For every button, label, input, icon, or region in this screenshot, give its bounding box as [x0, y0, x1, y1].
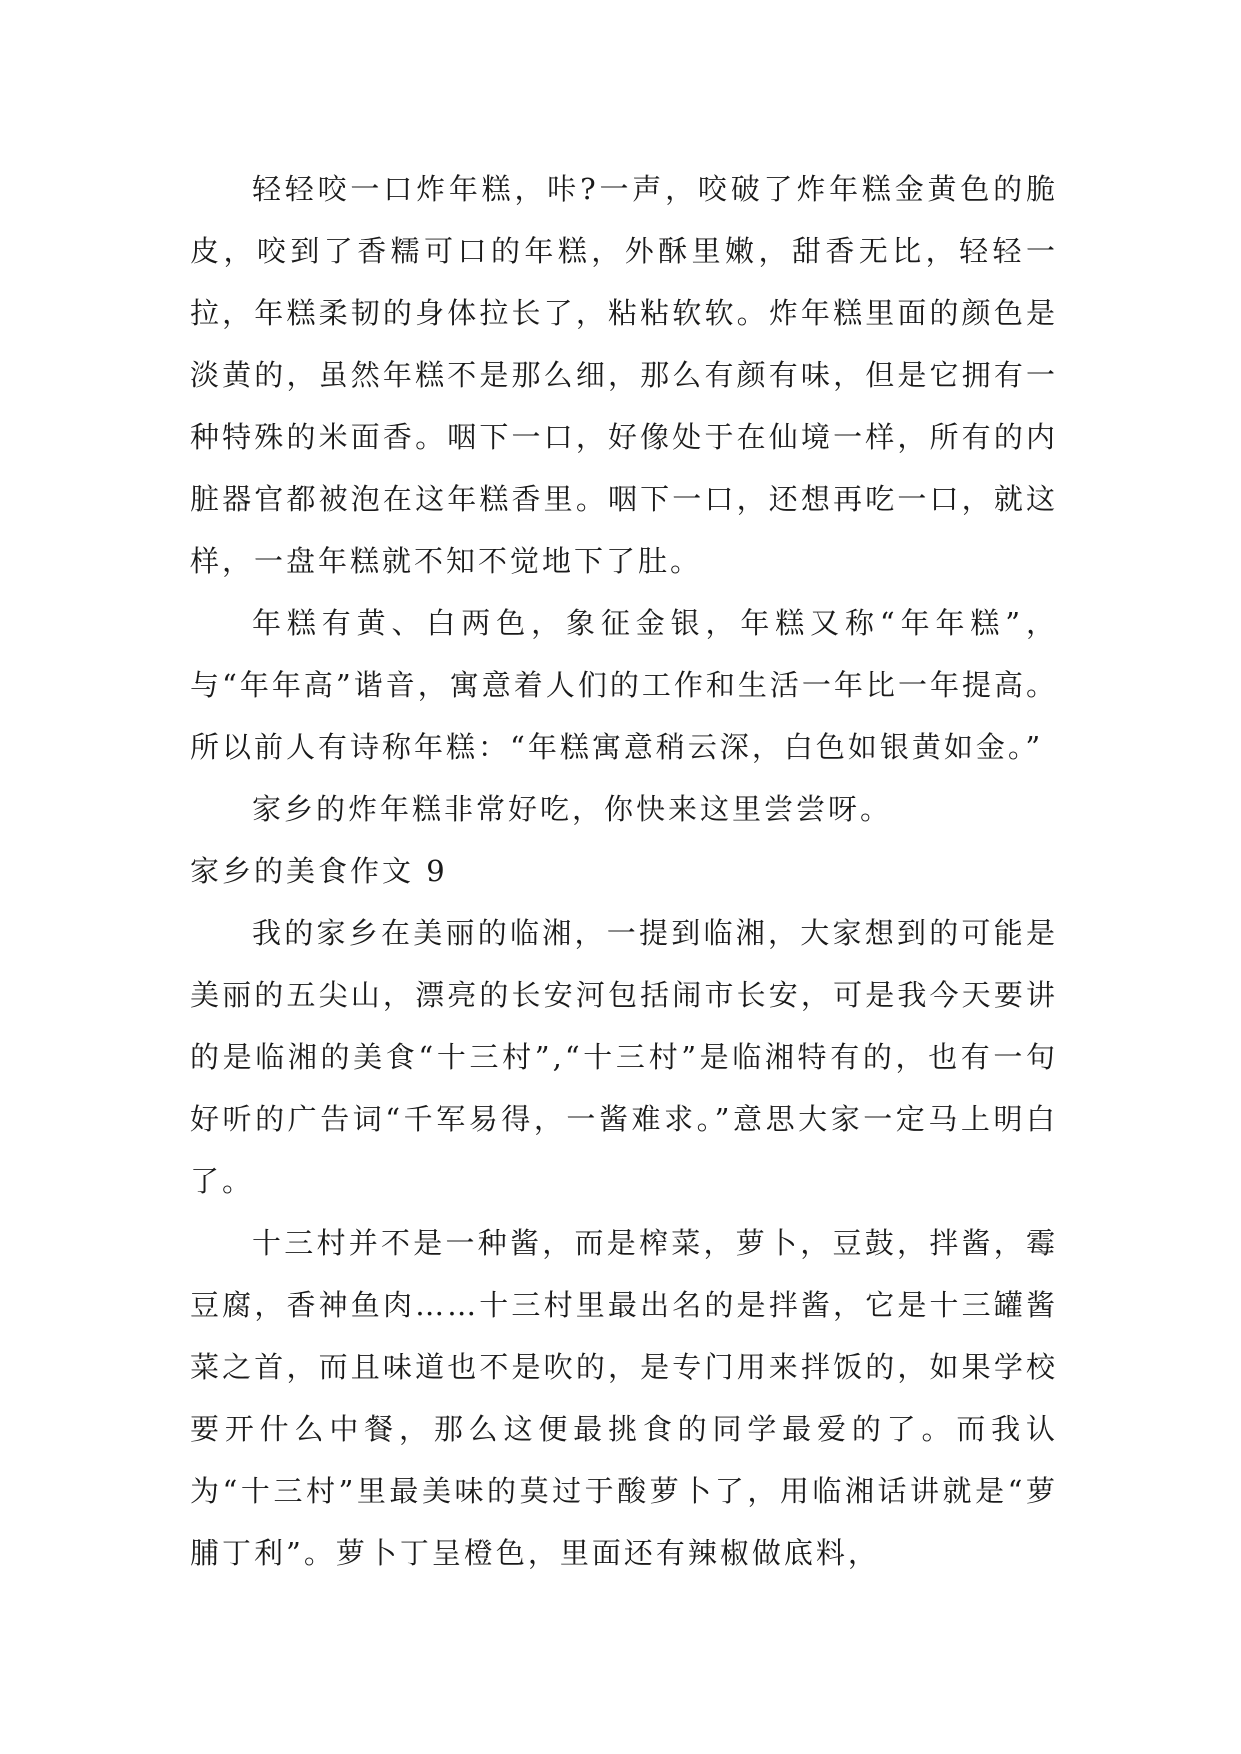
paragraph-invitation: 家乡的炸年糕非常好吃，你快来这里尝尝呀。 [252, 792, 893, 826]
paragraph-fried-niangao-taste: 轻轻咬一口炸年糕，咔?一声，咬破了炸年糕金黄色的脆皮，咬到了香糯可口的年糕，外酥里嫩，甜香无比，轻轻一拉，年糕柔韧的身体拉长了，粘粘软软。炸年糕里面的颜色是淡黄的，虽然年糕不是那么细，那么有颜有味，但是它拥有一种特殊的米面香。咽下一口，好像处于在仙境一样，所有的内脏器官都被泡在这年糕香里。咽下一口，还想再吃一口，就这样，一盘年糕就不知不觉地下了肚。 [190, 172, 1058, 578]
paragraph-niangao-meaning: 年糕有黄、白两色，象征金银，年糕又称“年年糕”，与“年年高”谐音，寓意着人们的工作和生活一年比一年提高。所以前人有诗称年糕：“年糕寓意稍云深，白色如银黄如金。” [190, 606, 1058, 764]
paragraph-shisancun-details: 十三村并不是一种酱，而是榨菜，萝卜，豆鼓，拌酱，霉豆腐，香神鱼肉……十三村里最出名的是拌酱，它是十三罐酱菜之首，而且味道也不是吹的，是专门用来拌饭的，如果学校要开什么中餐，那么这便最挑食的同学最爱的了。而我认为“十三村”里最美味的莫过于酸萝卜了，用临湘话讲就是“萝脯丁利”。萝卜丁呈橙色，里面还有辣椒做底料， [190, 1226, 1058, 1570]
paragraph-linxiang-intro: 我的家乡在美丽的临湘，一提到临湘，大家想到的可能是美丽的五尖山，漂亮的长安河包括闹市长安，可是我今天要讲的是临湘的美食“十三村”,“十三村”是临湘特有的，也有一句好听的广告词“千军易得，一酱难求。”意思大家一定马上明白了。 [190, 916, 1058, 1198]
section-title: 家乡的美食作文 9 [190, 854, 448, 888]
document-body [190, 158, 1058, 1584]
